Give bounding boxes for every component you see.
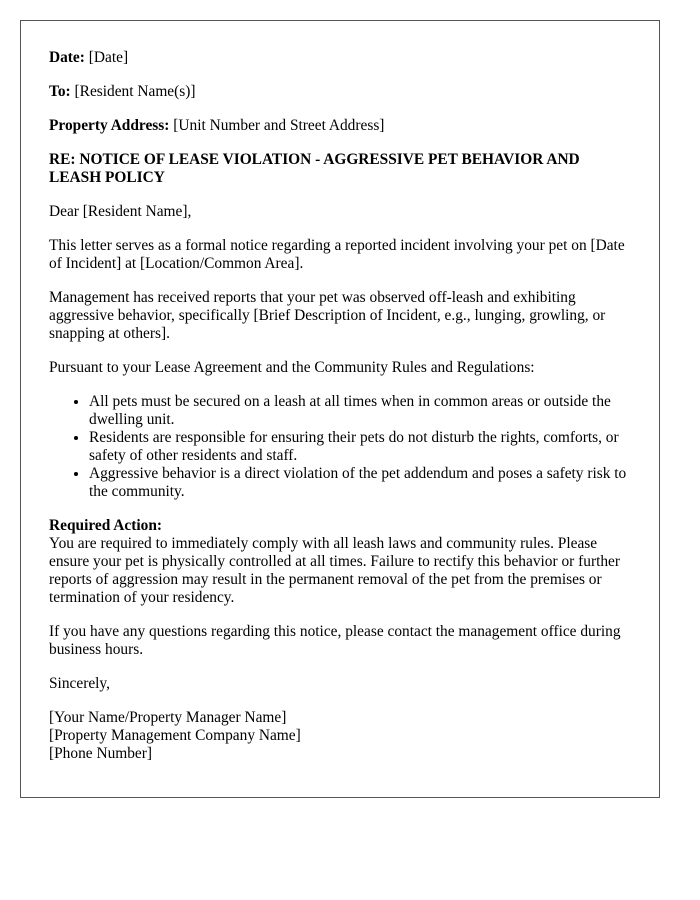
to-line bbox=[49, 83, 631, 101]
signature-phone: [Phone Number] bbox=[49, 745, 153, 762]
closing: Sincerely, bbox=[49, 675, 110, 692]
address-value: [Unit Number and Street Address] bbox=[173, 117, 385, 134]
to-value: [Resident Name(s)] bbox=[74, 83, 196, 100]
required-action-text: You are required to immediately comply with all leash laws and community rules. Please ensure your pet is physically controlled at all times. Failure to rectify this behavior or further reports of aggression may result in the permanent removal of the pet from the premises or termination of your residency. bbox=[49, 535, 621, 606]
signature-company: [Property Management Company Name] bbox=[49, 727, 301, 744]
report-paragraph: Management has received reports that your pet was observed off-leash and exhibiting aggressive behavior, specifically [Brief Description of Incident, e.g., lunging, growling, or snapping at others]. bbox=[49, 289, 606, 342]
required-action-label: Required Action: bbox=[49, 517, 163, 534]
salutation: Dear [Resident Name], bbox=[49, 203, 192, 220]
letter bbox=[20, 20, 660, 798]
pursuant-paragraph: Pursuant to your Lease Agreement and the Community Rules and Regulations: bbox=[49, 359, 535, 376]
signature-name: [Your Name/Property Manager Name] bbox=[49, 709, 287, 726]
date-value: [Date] bbox=[88, 49, 129, 66]
list-item: • All pets must be secured on a leash at all times when in common areas or outside the dwelling unit. bbox=[89, 393, 631, 429]
required-action-section bbox=[49, 517, 631, 607]
address-label: Property Address: bbox=[49, 117, 170, 134]
date-label: Date: bbox=[49, 49, 85, 66]
intro-paragraph: This letter serves as a formal notice regarding a reported incident involving your pet on [Date of Incident] at [Location/Common Area]. bbox=[49, 237, 625, 272]
list-item: • Aggressive behavior is a direct violation of the pet addendum and poses a safety risk to the community. bbox=[89, 465, 631, 501]
signature-block bbox=[49, 709, 631, 763]
questions-paragraph: If you have any questions regarding this notice, please contact the management office during business hours. bbox=[49, 623, 621, 658]
address-line bbox=[49, 117, 631, 135]
rules-list bbox=[49, 393, 631, 501]
subject-line: RE: NOTICE OF LEASE VIOLATION - AGGRESSIVE PET BEHAVIOR AND LEASH POLICY bbox=[49, 151, 580, 186]
to-label: To: bbox=[49, 83, 71, 100]
list-item: • Residents are responsible for ensuring their pets do not disturb the rights, comforts, or safety of other residents and staff. bbox=[89, 429, 631, 465]
date-line bbox=[49, 49, 631, 67]
